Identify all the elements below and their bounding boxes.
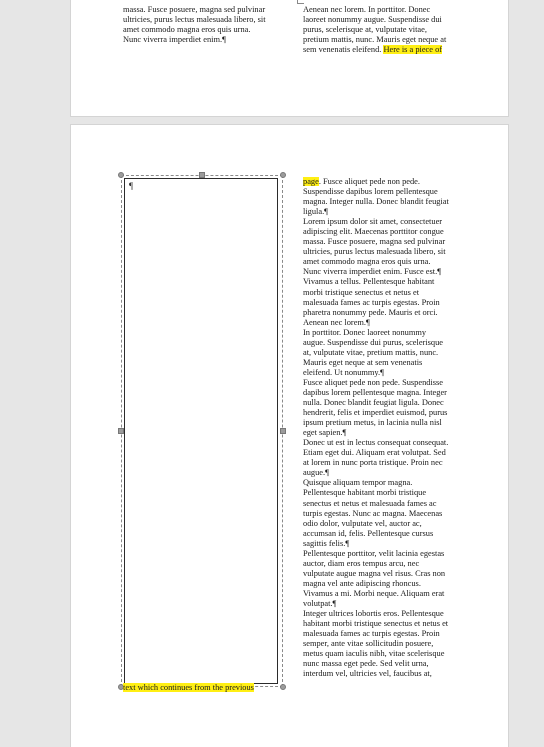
highlighted-text: text which continues from the previous xyxy=(123,683,254,692)
line-text: ultricies, purus lectus malesuada libero, sit xyxy=(123,15,266,25)
resize-handle-right[interactable] xyxy=(280,428,286,434)
resize-handle-left[interactable] xyxy=(118,428,124,434)
line-text: Integer ultrices lobortis eros. Pellentesque xyxy=(303,609,444,619)
line-text: purus, scelerisque at, vulputate vitae, xyxy=(303,25,427,35)
line-text: Mauris eget neque at sem venenatis xyxy=(303,357,423,367)
line-text: Lorem ipsum dolor sit amet, consectetuer xyxy=(303,217,443,227)
text-line xyxy=(303,408,449,418)
line-text: sem venenatis eleifend. xyxy=(303,45,384,55)
text-line xyxy=(123,15,266,25)
text-line xyxy=(303,509,449,519)
line-text: malesuada fames ac turpis egestas. Proin xyxy=(303,297,440,307)
line-text: augue. Suspendisse dui purus, scelerisque xyxy=(303,337,444,347)
text-line xyxy=(303,217,449,227)
text-line xyxy=(123,35,266,45)
line-text: ultricies, purus lectus malesuada libero, sit xyxy=(303,247,446,257)
text-line xyxy=(303,308,449,318)
text-line xyxy=(303,45,446,55)
line-text: augue.¶ xyxy=(303,468,329,478)
line-text: nunc massa eget pede. Sed velit urna, xyxy=(303,659,429,669)
text-line xyxy=(303,5,446,15)
line-text: metus quam iaculis nibh, vitae scelerisque xyxy=(303,649,445,659)
text-line xyxy=(303,227,449,237)
line-text: Fusce aliquet pede non pede. Suspendisse xyxy=(303,377,444,387)
line-text: dapibus lorem pellentesque magna. Integer xyxy=(303,387,447,397)
line-text: amet commodo magna eros quis urna. xyxy=(303,257,431,267)
text-line xyxy=(303,277,449,287)
highlighted-text: Here is a piece of xyxy=(383,45,443,55)
line-text: massa. Fusce posuere, magna sed pulvinar xyxy=(123,5,266,14)
text-line xyxy=(303,288,449,298)
linked-text-continuation[interactable] xyxy=(123,683,254,693)
line-text: magna. Integer nulla. Donec blandit feugiat xyxy=(303,197,449,207)
line-text: laoreet nonummy augue. Suspendisse dui xyxy=(303,15,442,25)
text-line xyxy=(303,428,449,438)
line-text: odio dolor, vulputate vel, auctor ac, xyxy=(303,518,422,528)
text-line xyxy=(303,348,449,358)
line-text: sagittis felis.¶ xyxy=(303,538,350,548)
line-text: pharetra nonummy pede. Mauris et orci. xyxy=(303,307,438,317)
line-text: at, vulputate vitae, pretium mattis, nunc. xyxy=(303,347,439,357)
text-line xyxy=(303,257,449,267)
text-line xyxy=(303,478,449,488)
left-text-column[interactable] xyxy=(123,5,266,45)
line-text: pretium mattis, nunc. Mauris eget neque at xyxy=(303,35,447,45)
text-line xyxy=(303,669,449,679)
text-line xyxy=(303,207,449,217)
text-line xyxy=(303,368,449,378)
line-text: Pellentesque habitant morbi tristique xyxy=(303,488,427,498)
line-text: eget sapien.¶ xyxy=(303,428,347,438)
text-line xyxy=(303,328,449,338)
text-line xyxy=(303,559,449,569)
text-line xyxy=(303,197,449,207)
text-line xyxy=(303,247,449,257)
line-text: Vivamus a mi. Morbi neque. Aliquam erat xyxy=(303,588,445,598)
line-text: Vivamus a tellus. Pellentesque habitant xyxy=(303,277,435,287)
line-text: magna vel ante adipiscing rhoncus. xyxy=(303,578,421,588)
highlighted-text: page xyxy=(303,177,319,186)
line-text: at lorem in nunc porta tristique. Proin nec xyxy=(303,458,443,468)
text-line xyxy=(303,358,449,368)
line-text: adipiscing elit. Maecenas porttitor congue xyxy=(303,227,444,237)
line-text: interdum vel, ultricies vel, faucibus at, xyxy=(303,669,432,679)
resize-handle-top[interactable] xyxy=(199,172,205,178)
line-text: Quisque aliquam tempor magna. xyxy=(303,478,413,488)
text-line xyxy=(303,569,449,579)
resize-handle-top-left[interactable] xyxy=(118,172,124,178)
text-line xyxy=(303,589,449,599)
line-text: Aenean nec lorem.¶ xyxy=(303,317,370,327)
line-text: . Fusce aliquet pede non pede. xyxy=(318,177,420,186)
line-text: ligula.¶ xyxy=(303,207,328,217)
line-text: senectus et netus et malesuada fames ac xyxy=(303,498,437,508)
text-line xyxy=(303,458,449,468)
text-line xyxy=(303,579,449,589)
line-text: Aenean nec lorem. In porttitor. Donec xyxy=(303,5,431,14)
text-line xyxy=(303,418,449,428)
text-line xyxy=(303,378,449,388)
text-line xyxy=(303,338,449,348)
text-line xyxy=(303,629,449,639)
line-text: turpis egestas. Nunc ac magna. Maecenas xyxy=(303,508,443,518)
resize-handle-bottom-right[interactable] xyxy=(280,684,286,690)
line-text: Suspendisse dapibus lorem pellentesque xyxy=(303,187,438,197)
line-text: morbi tristique senectus et netus et xyxy=(303,287,420,297)
line-text: malesuada fames ac turpis egestas. Proin xyxy=(303,629,440,639)
line-text: vulputate augue magna vel risus. Cras non xyxy=(303,568,446,578)
text-line xyxy=(303,448,449,458)
text-line xyxy=(303,388,449,398)
line-text: Donec ut est in lectus consequat consequat. xyxy=(303,438,449,448)
text-line xyxy=(303,438,449,448)
line-text: massa. Fusce posuere, magna sed pulvinar xyxy=(303,237,446,247)
text-line xyxy=(123,5,266,15)
text-line xyxy=(303,25,446,35)
text-line xyxy=(303,398,449,408)
line-text: amet commodo magna eros quis urna. xyxy=(123,25,251,35)
text-line xyxy=(303,187,449,197)
line-text: Nunc viverra imperdiet enim. Fusce est.¶ xyxy=(303,267,441,277)
line-text: In porttitor. Donec laoreet nonummy xyxy=(303,327,427,337)
document-page-previous[interactable] xyxy=(71,0,508,116)
line-text: habitant morbi tristique senectus et netus et xyxy=(303,619,449,629)
document-page-current[interactable] xyxy=(71,125,508,747)
text-line xyxy=(303,549,449,559)
line-text: Nunc viverra imperdiet enim.¶ xyxy=(123,35,226,45)
text-line xyxy=(303,15,446,25)
text-line xyxy=(303,499,449,509)
text-line xyxy=(303,659,449,669)
text-line xyxy=(303,177,449,187)
text-line xyxy=(303,237,449,247)
text-box[interactable] xyxy=(124,178,278,684)
line-text: auctor, diam eros tempus arcu, nec xyxy=(303,558,420,568)
right-text-column[interactable] xyxy=(303,5,446,55)
text-line xyxy=(303,609,449,619)
text-line xyxy=(303,619,449,629)
text-line xyxy=(303,599,449,609)
line-text: semper, ante vitae sollicitudin posuere, xyxy=(303,639,434,649)
text-line xyxy=(303,519,449,529)
text-line xyxy=(303,35,446,45)
line-text: Etiam eget dui. Aliquam erat volutpat. Sed xyxy=(303,448,446,458)
resize-handle-top-right[interactable] xyxy=(280,172,286,178)
page-corner-mark xyxy=(297,0,304,4)
text-line xyxy=(303,488,449,498)
text-line xyxy=(123,25,266,35)
line-text: Pellentesque porttitor, velit lacinia egestas xyxy=(303,548,445,558)
text-line xyxy=(303,639,449,649)
paragraph-mark: ¶ xyxy=(129,181,134,191)
line-text: accumsan id, felis. Pellentesque cursus xyxy=(303,528,434,538)
text-line xyxy=(303,649,449,659)
right-text-column[interactable] xyxy=(303,177,449,679)
line-text: hendrerit, felis et imperdiet euismod, purus xyxy=(303,408,448,418)
text-line xyxy=(303,539,449,549)
text-line xyxy=(303,318,449,328)
text-line xyxy=(303,267,449,277)
line-text: nulla. Donec blandit feugiat ligula. Donec xyxy=(303,398,444,408)
line-text: volutpat.¶ xyxy=(303,598,337,608)
text-line xyxy=(303,298,449,308)
text-line xyxy=(303,529,449,539)
line-text: eleifend. Ut nonummy.¶ xyxy=(303,367,384,377)
text-line xyxy=(303,468,449,478)
line-text: ipsum pretium metus, in lacinia nulla nisl xyxy=(303,418,442,428)
